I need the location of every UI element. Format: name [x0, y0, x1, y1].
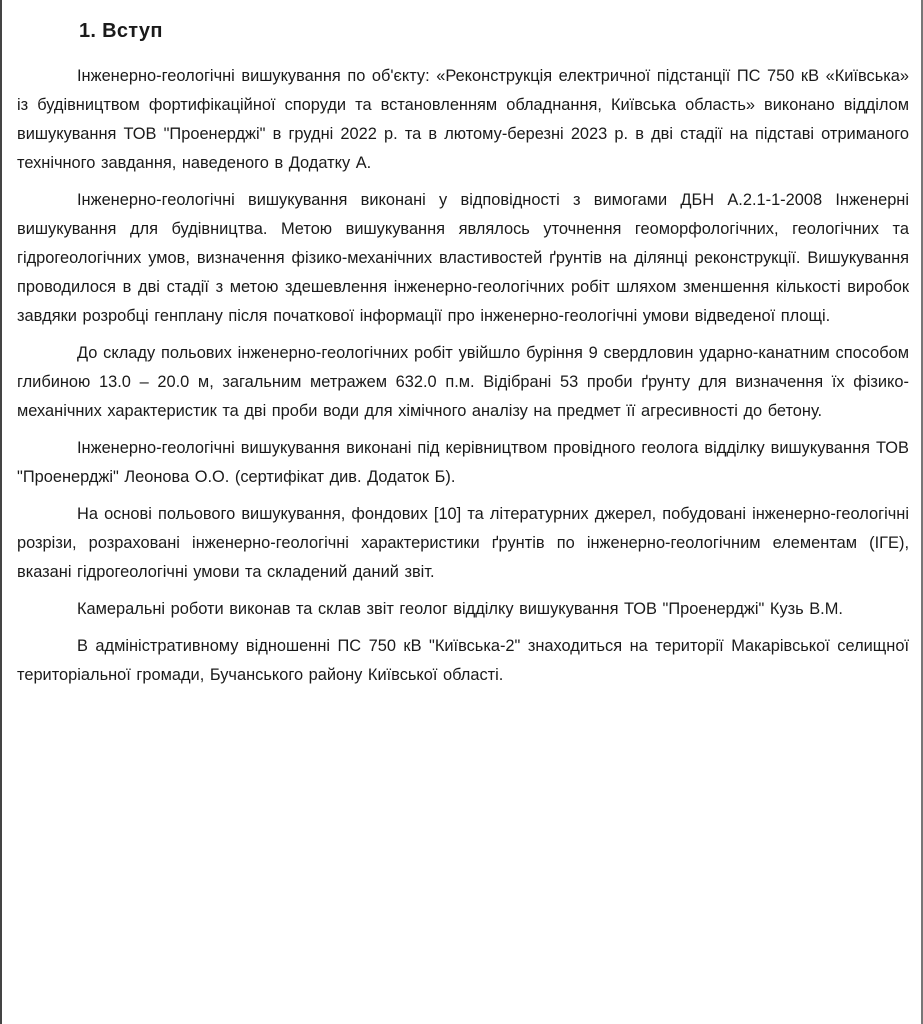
paragraph-5: На основі польового вишукування, фондових [10] та літературних джерел, побудовані інженерно-геологічні розрізи, розраховані інженерно-геологічні характеристики ґрунтів по інженерно-геологічним елементам (ІГЕ), вказані гідрогеологічні умови та складений даний звіт. — [17, 505, 909, 581]
paragraph-2: Інженерно-геологічні вишукування виконані у відповідності з вимогами ДБН А.2.1-1-2008 Інженерні вишукування для будівництва. Метою вишукування являлось уточнення геоморфологічних, геологічних та гідрогеологічних умов, визначення фізико-механічних властивостей ґрунтів на ділянці реконструкції. Вишукування проводилося в дві стадії з метою здешевлення інженерно-геологічних робіт шляхом зменшення кількості виробок завдяки розробці генплану після початкової інформації про інженерно-геологічні умови відведеної площі. — [17, 191, 909, 325]
paragraph-1: Інженерно-геологічні вишукування по об'єкту: «Реконструкція електричної підстанції ПС 750 кВ «Київська» із будівництвом фортифікаційної споруди та встановленням обладнання, Київська область» виконано відділом вишукування ТОВ "Проенерджі" в грудні 2022 р. та в лютому-березні 2023 р. в дві стадії на підставі отриманого технічного завдання, наведеного в Додатку А. — [17, 67, 909, 172]
section-heading: 1. Вступ — [79, 20, 163, 42]
paragraph-7: В адміністративному відношенні ПС 750 кВ "Київська-2" знаходиться на території Макарівської селищної територіальної громади, Бучанського району Київської області. — [17, 637, 909, 684]
section-body — [17, 62, 909, 690]
paragraph-3: До складу польових інженерно-геологічних робіт увійшло буріння 9 свердловин ударно-канатним способом глибиною 13.0 – 20.0 м, загальним метражем 632.0 п.м. Відібрані 53 проби ґрунту для визначення їх фізико-механічних характеристик та дві проби води для хімічного аналізу на предмет її агресивності до бетону. — [17, 344, 909, 420]
paragraph-4: Інженерно-геологічні вишукування виконані під керівництвом провідного геолога відділку вишукування ТОВ "Проенерджі" Леонова О.О. (сертифікат див. Додаток Б). — [17, 439, 909, 486]
paragraph-6: Камеральні роботи виконав та склав звіт геолог відділку вишукування ТОВ "Проенерджі" Кузь В.М. — [77, 600, 843, 618]
